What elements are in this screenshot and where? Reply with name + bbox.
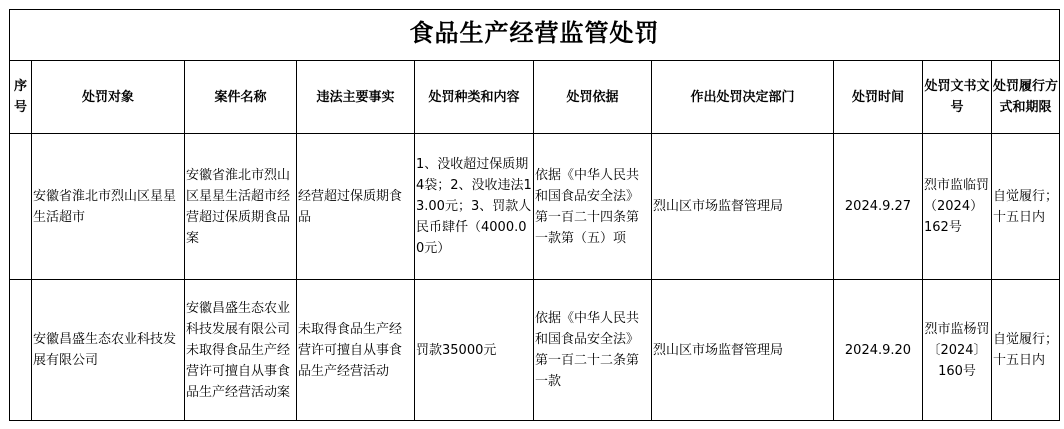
- table-row: [10, 134, 1060, 280]
- cell-target[interactable]: 安徽昌盛生态农业科技发展有限公司: [32, 280, 185, 421]
- table-row: [10, 280, 1060, 421]
- header-row: [10, 61, 1060, 134]
- header-facts[interactable]: 违法主要事实: [297, 61, 415, 134]
- cell-date[interactable]: 2024.9.27: [834, 134, 923, 280]
- header-case-name[interactable]: 案件名称: [185, 61, 297, 134]
- header-date[interactable]: 处罚时间: [834, 61, 923, 134]
- cell-basis[interactable]: 依据《中华人民共和国食品安全法》第一百二十四条第一款第（五）项: [534, 134, 652, 280]
- cell-dept[interactable]: 烈山区市场监督管理局: [652, 280, 834, 421]
- title-cell[interactable]: [10, 10, 1060, 61]
- cell-target[interactable]: 安徽省淮北市烈山区星星生活超市: [32, 134, 185, 280]
- penalty-table: [9, 9, 1060, 421]
- page-title: 食品生产经营监管处罚: [409, 18, 660, 47]
- header-doc-no[interactable]: 处罚文书文号: [923, 61, 992, 134]
- cell-fulfill[interactable]: 自觉履行；十五日内: [992, 134, 1060, 280]
- header-no[interactable]: 序号: [10, 61, 32, 134]
- cell-facts[interactable]: 经营超过保质期食品: [297, 134, 415, 280]
- cell-case-name[interactable]: 安徽省淮北市烈山区星星生活超市经营超过保质期食品案: [185, 134, 297, 280]
- cell-basis[interactable]: 依据《中华人民共和国食品安全法》第一百二十二条第一款: [534, 280, 652, 421]
- cell-date[interactable]: 2024.9.20: [834, 280, 923, 421]
- header-penalty[interactable]: 处罚种类和内容: [415, 61, 534, 134]
- cell-case-name[interactable]: 安徽昌盛生态农业科技发展有限公司未取得食品生产经营许可擅自从事食品生产经营活动案: [185, 280, 297, 421]
- header-target[interactable]: 处罚对象: [32, 61, 185, 134]
- cell-doc-no[interactable]: 烈市监临罚（2024）162号: [923, 134, 992, 280]
- cell-penalty[interactable]: 罚款35000元: [415, 280, 534, 421]
- header-basis[interactable]: 处罚依据: [534, 61, 652, 134]
- cell-doc-no[interactable]: 烈市监杨罚〔2024〕160号: [923, 280, 992, 421]
- cell-fulfill[interactable]: 自觉履行；十五日内: [992, 280, 1060, 421]
- header-dept[interactable]: 作出处罚决定部门: [652, 61, 834, 134]
- cell-dept[interactable]: 烈山区市场监督管理局: [652, 134, 834, 280]
- header-fulfill[interactable]: 处罚履行方式和期限: [992, 61, 1060, 134]
- cell-facts[interactable]: 未取得食品生产经营许可擅自从事食品生产经营活动: [297, 280, 415, 421]
- cell-no[interactable]: [10, 134, 32, 280]
- cell-penalty[interactable]: 1、没收超过保质期4袋；2、没收违法13.00元；3、罚款人民币肆仟（4000.00元）: [415, 134, 534, 280]
- cell-no[interactable]: [10, 280, 32, 421]
